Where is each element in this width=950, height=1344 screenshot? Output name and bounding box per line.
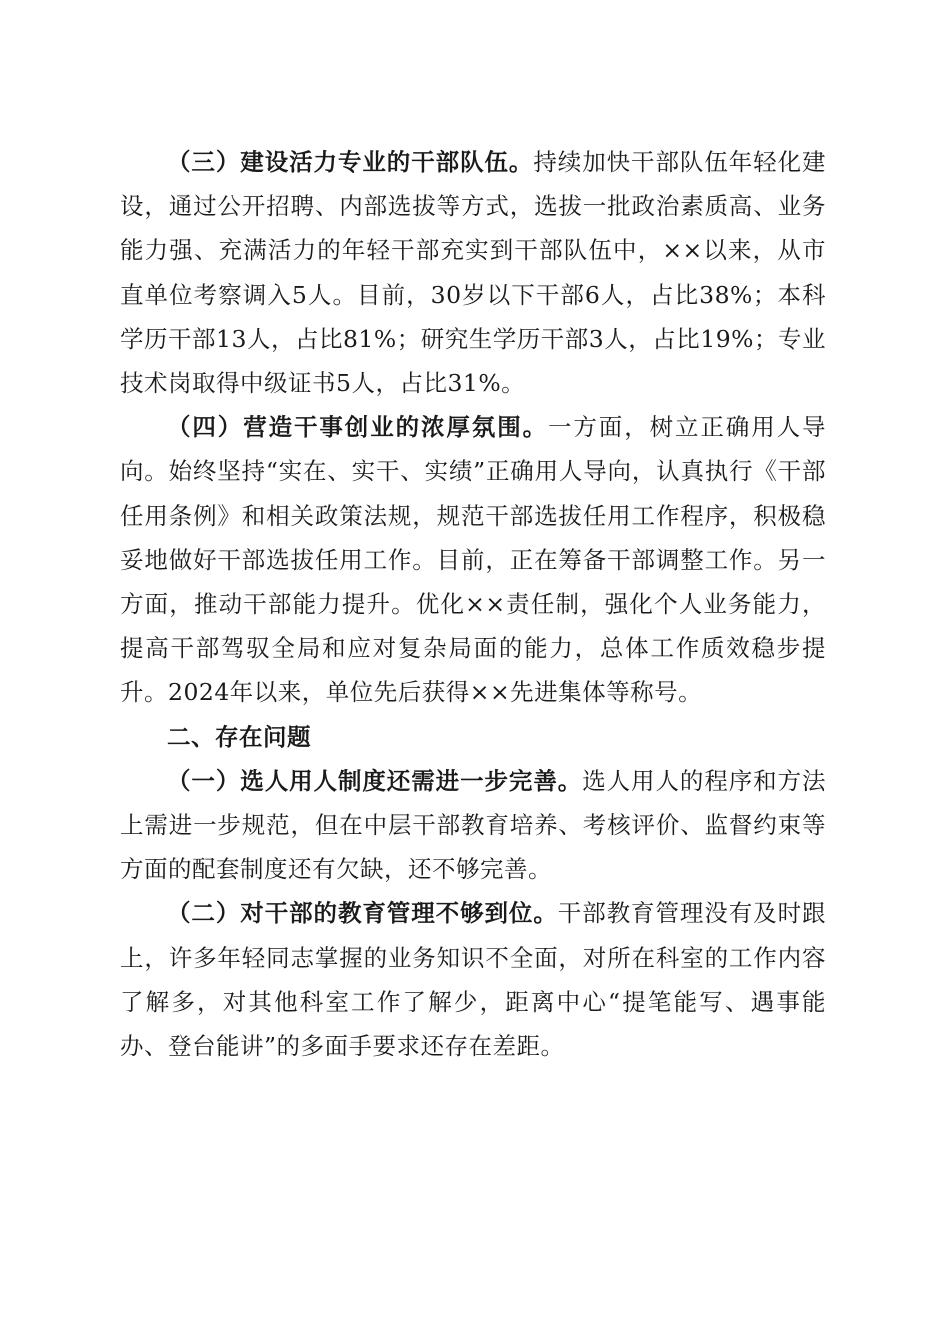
- paragraph-body: 选人用人的程序和方法上需进一步规范，但在中层干部教育培养、考核评价、监督约束等方面的配套制度还有欠缺，还不够完善。: [120, 766, 827, 884]
- paragraph-lead: （三）建设活力专业的干部队伍。: [167, 148, 534, 176]
- paragraph-lead: （四）营造干事创业的浓厚氛围。: [167, 413, 548, 442]
- problem-one: [120, 759, 826, 892]
- paragraph-body: 持续加快干部队伍年轻化建设，通过公开招聘、内部选拔等方式，选拔一批政治素质高、业务能力强、充满活力的年轻干部充实到干部队伍中，××以来，从市直单位考察调入5人。目前，30岁以下干部6人，占比38%；本科学历干部13人，占比81%；研究生学历干部3人，占比19%；专业技术岗取得中级证书5人，占比31%。: [120, 148, 827, 398]
- paragraph-body: 一方面，树立正确用人导向。始终坚持“实在、实干、实绩”正确用人导向，认真执行《干部任用条例》和相关政策法规，规范干部选拔任用工作程序，积极稳妥地做好干部选拔任用工作。目前，正在筹备干部调整工作。另一方面，推动干部能力提升。优化××责任制，强化个人业务能力，提高干部驾驭全局和应对复杂局面的能力，总体工作质效稳步提升。2024年以来，单位先后获得××先进集体等称号。: [120, 413, 826, 707]
- paragraph-body: 干部教育管理没有及时跟上，许多年轻同志掌握的业务知识不全面，对所在科室的工作内容了解多，对其他科室工作了解少，距离中心“提笔能写、遇事能办、登台能讲”的多面手要求还存在差距。: [120, 899, 827, 1061]
- paragraph-lead: （二）对干部的教育管理不够到位。: [167, 899, 558, 928]
- section-heading: 二、存在问题: [167, 722, 311, 751]
- document-page: [120, 140, 826, 1068]
- paragraph-three: [120, 140, 826, 405]
- problem-two: [120, 891, 826, 1068]
- paragraph-four: [120, 405, 826, 714]
- paragraph-lead: （一）选人用人制度还需进一步完善。: [167, 766, 583, 795]
